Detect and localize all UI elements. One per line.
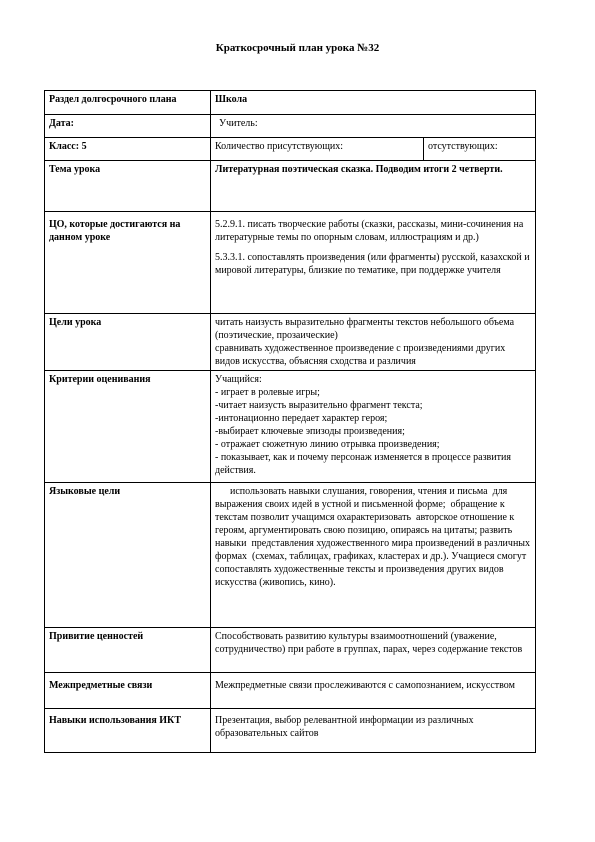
cross-curricular-value: Межпредметные связи прослеживаются с самопознанием, искусством	[211, 673, 536, 709]
topic-value: Литературная поэтическая сказка. Подводим итоги 2 четверти.	[211, 161, 536, 212]
table-row	[45, 628, 536, 673]
present-count-field: Количество присутствующих:	[211, 138, 424, 161]
criteria-label: Критерии оценивания	[45, 371, 211, 483]
section-value: Школа	[211, 91, 536, 115]
language-goals-value: использовать навыки слушания, говорения, чтения и письма для выражения своих идей в устной и письменной форме; обращение к текстам позволит учащимся охарактеризовать авторское отношение к героям, аргументировать свою позицию, опираясь на цитаты; развить навыки представления художественного мира произведений в различных формах (схемах, таблицах, графиках, кластерах и др.). Учащиеся смогут сопоставлять художественные тексты и произведения других видов искусства (живопись, кино).	[211, 483, 536, 628]
ict-value: Презентация, выбор релевантной информации из различных образовательных сайтов	[211, 709, 536, 753]
objectives-label: ЦО, которые достигаются на данном уроке	[45, 212, 211, 314]
objectives-value	[211, 212, 536, 314]
grade-label: Класс: 5	[45, 138, 211, 161]
table-row	[45, 483, 536, 628]
criteria-value	[211, 371, 536, 483]
goals-value	[211, 314, 536, 371]
goals-label: Цели урока	[45, 314, 211, 371]
criteria-line: -интонационно передает характер героя;	[215, 413, 388, 424]
ict-label: Навыки использования ИКТ	[45, 709, 211, 753]
page-title: Краткосрочный план урока №32	[215, 42, 380, 54]
table-row	[45, 212, 536, 314]
table-row	[45, 371, 536, 483]
table-row	[45, 91, 536, 115]
criteria-line: - отражает сюжетную линию отрывка произведения;	[215, 439, 440, 450]
criteria-line: - показывает, как и почему персонаж изменяется в процессе развития действия.	[215, 452, 511, 476]
teacher-field: Учитель:	[211, 115, 536, 138]
topic-label: Тема урока	[45, 161, 211, 212]
objective-paragraph: 5.3.3.1. сопоставлять произведения (или фрагменты) русской, казахской и мировой литературы, близкие по тематике, при поддержке учителя	[215, 252, 530, 276]
table-row	[45, 673, 536, 709]
values-value: Способствовать развитию культуры взаимоотношений (уважение, сотрудничество) при работе в группах, парах, через содержание текстов	[211, 628, 536, 673]
table-row	[45, 161, 536, 212]
table-row	[45, 138, 536, 161]
table-row	[45, 115, 536, 138]
cross-curricular-label: Межпредметные связи	[45, 673, 211, 709]
criteria-line: -читает наизусть выразительно фрагмент текста;	[215, 400, 423, 411]
absent-count-field: отсутствующих:	[424, 138, 536, 161]
date-label: Дата:	[45, 115, 211, 138]
language-goals-label: Языковые цели	[45, 483, 211, 628]
values-label: Привитие ценностей	[45, 628, 211, 673]
lesson-plan-table	[44, 90, 536, 753]
criteria-line: - играет в ролевые игры;	[215, 387, 320, 398]
section-label: Раздел долгосрочного плана	[45, 91, 211, 115]
goal-paragraph: сравнивать художественное произведение с произведениями других видов искусства, объясняя сходства и различия	[215, 343, 506, 367]
table-row	[45, 314, 536, 371]
objective-paragraph: 5.2.9.1. писать творческие работы (сказки, рассказы, мини-сочинения на литературные темы по опорным словам, иллюстрациям и др.)	[215, 219, 524, 243]
criteria-line: -выбирает ключевые эпизоды произведения;	[215, 426, 405, 437]
goal-paragraph: читать наизусть выразительно фрагменты текстов небольшого объема (поэтические, прозаические)	[215, 317, 515, 341]
table-row	[45, 709, 536, 753]
criteria-line: Учащийся:	[215, 374, 262, 385]
